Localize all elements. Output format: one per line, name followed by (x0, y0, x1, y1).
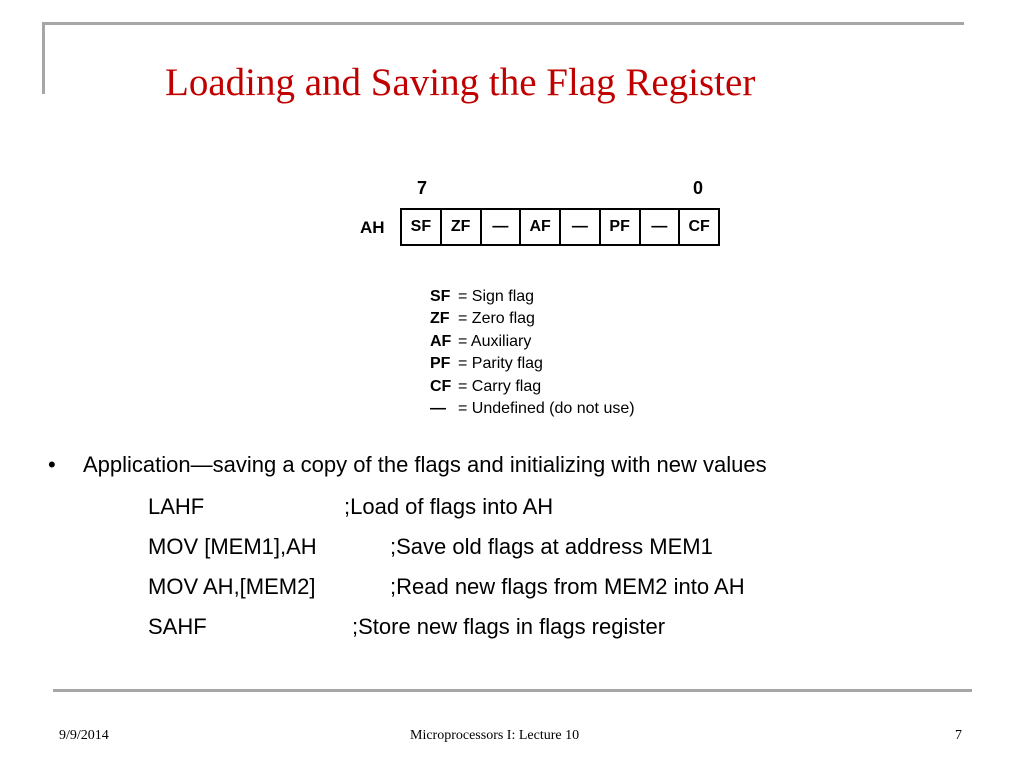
code-instruction: MOV AH,[MEM2] (148, 574, 316, 599)
flag-legend (430, 286, 635, 420)
legend-desc: = Parity flag (458, 355, 543, 373)
legend-desc: = Carry flag (458, 377, 542, 395)
legend-desc: = Auxiliary (458, 332, 532, 350)
legend-item (430, 286, 635, 308)
code-instruction: LAHF (148, 494, 205, 519)
code-comment: ;Load of flags into AH (344, 494, 554, 519)
legend-desc: = Undefined (do not use) (458, 400, 635, 418)
legend-abbr: ZF (430, 310, 450, 328)
code-instruction: MOV [MEM1],AH (148, 534, 317, 559)
register-box (400, 208, 720, 246)
code-comment: ;Read new flags from MEM2 into AH (390, 574, 745, 599)
frame-left-line (42, 22, 45, 94)
code-instruction: SAHF (148, 614, 207, 639)
legend-desc: = Zero flag (458, 310, 535, 328)
legend-item (430, 353, 635, 375)
bit-7-label: 7 (417, 178, 428, 198)
legend-item (430, 376, 635, 398)
code-comment: ;Save old flags at address MEM1 (390, 534, 713, 559)
bit-0-label: 0 (693, 178, 704, 198)
legend-abbr: SF (430, 288, 451, 305)
legend-abbr: AF (430, 332, 452, 350)
register-cell-undefined: — (561, 210, 601, 244)
bullet-point (48, 452, 767, 478)
legend-desc: = Sign flag (458, 288, 535, 305)
register-cell-undefined: — (482, 210, 522, 244)
flag-register-diagram (350, 170, 750, 425)
legend-item (430, 398, 635, 420)
register-cell-sf: SF (402, 210, 442, 244)
footer-page-number: 7 (955, 728, 962, 743)
legend-abbr: — (430, 400, 446, 418)
register-cell-pf: PF (601, 210, 641, 244)
register-cell-af: AF (521, 210, 561, 244)
footer-course: Microprocessors I: Lecture 10 (410, 728, 580, 743)
register-label: AH (360, 218, 385, 237)
code-comment: ;Store new flags in flags register (352, 614, 666, 639)
legend-abbr: PF (430, 355, 451, 373)
register-cell-cf: CF (688, 218, 710, 235)
slide-title: Loading and Saving the Flag Register (165, 61, 756, 104)
frame-top-line (42, 22, 964, 25)
register-cell-zf: ZF (442, 210, 482, 244)
legend-abbr: CF (430, 377, 452, 395)
footer-date: 9/9/2014 (59, 728, 109, 743)
bullet-text: Application—saving a copy of the flags and initializing with new values (83, 452, 767, 477)
bullet-icon: • (48, 452, 56, 477)
footer-separator (53, 689, 972, 692)
legend-item (430, 308, 635, 330)
register-cell-undefined: — (641, 210, 681, 244)
legend-item (430, 331, 635, 353)
